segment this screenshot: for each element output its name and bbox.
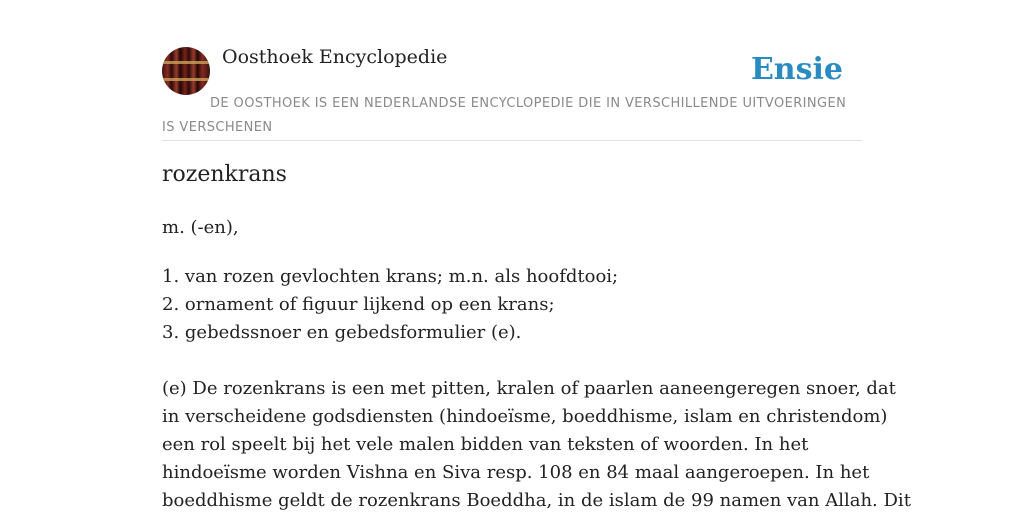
body-line: (e) De rozenkrans is een met pitten, kralen of paarlen aaneengeregen snoer, dat	[162, 378, 896, 399]
ensie-logo-link[interactable]: Ensie	[750, 52, 843, 87]
body-line: boeddhisme geldt de rozenkrans Boeddha, in de islam de 99 namen van Allah. Dit	[162, 490, 911, 511]
entry-body	[162, 375, 911, 515]
definition-item: 1. van rozen gevlochten krans; m.n. als hoofdtooi;	[162, 266, 619, 287]
site-avatar[interactable]	[162, 47, 210, 95]
body-line: een rol speelt bij het vele malen bidden van teksten of woorden. In het	[162, 434, 809, 455]
body-line: hindoeïsme worden Vishna en Siva resp. 108 en 84 maal aangeroepen. In het	[162, 462, 870, 483]
page-content	[162, 0, 911, 511]
body-line: in verscheidene godsdiensten (hindoeïsme, boeddhisme, islam en christendom)	[162, 406, 888, 427]
site-name-link[interactable]: Oosthoek Encyclopedie	[222, 46, 448, 68]
definition-item: 3. gebedssnoer en gebedsformulier (e).	[162, 322, 522, 343]
site-header	[162, 0, 862, 141]
site-tagline: DE OOSTHOEK IS EEN NEDERLANDSE ENCYCLOPEDIE DIE IN VERSCHILLENDE UITVOERINGEN IS VERSCHENEN	[162, 96, 847, 135]
entry-grammar: m. (-en),	[162, 217, 239, 238]
entry-title: rozenkrans	[162, 162, 287, 187]
definition-list	[162, 263, 618, 347]
definition-item: 2. ornament of figuur lijkend op een krans;	[162, 294, 555, 315]
